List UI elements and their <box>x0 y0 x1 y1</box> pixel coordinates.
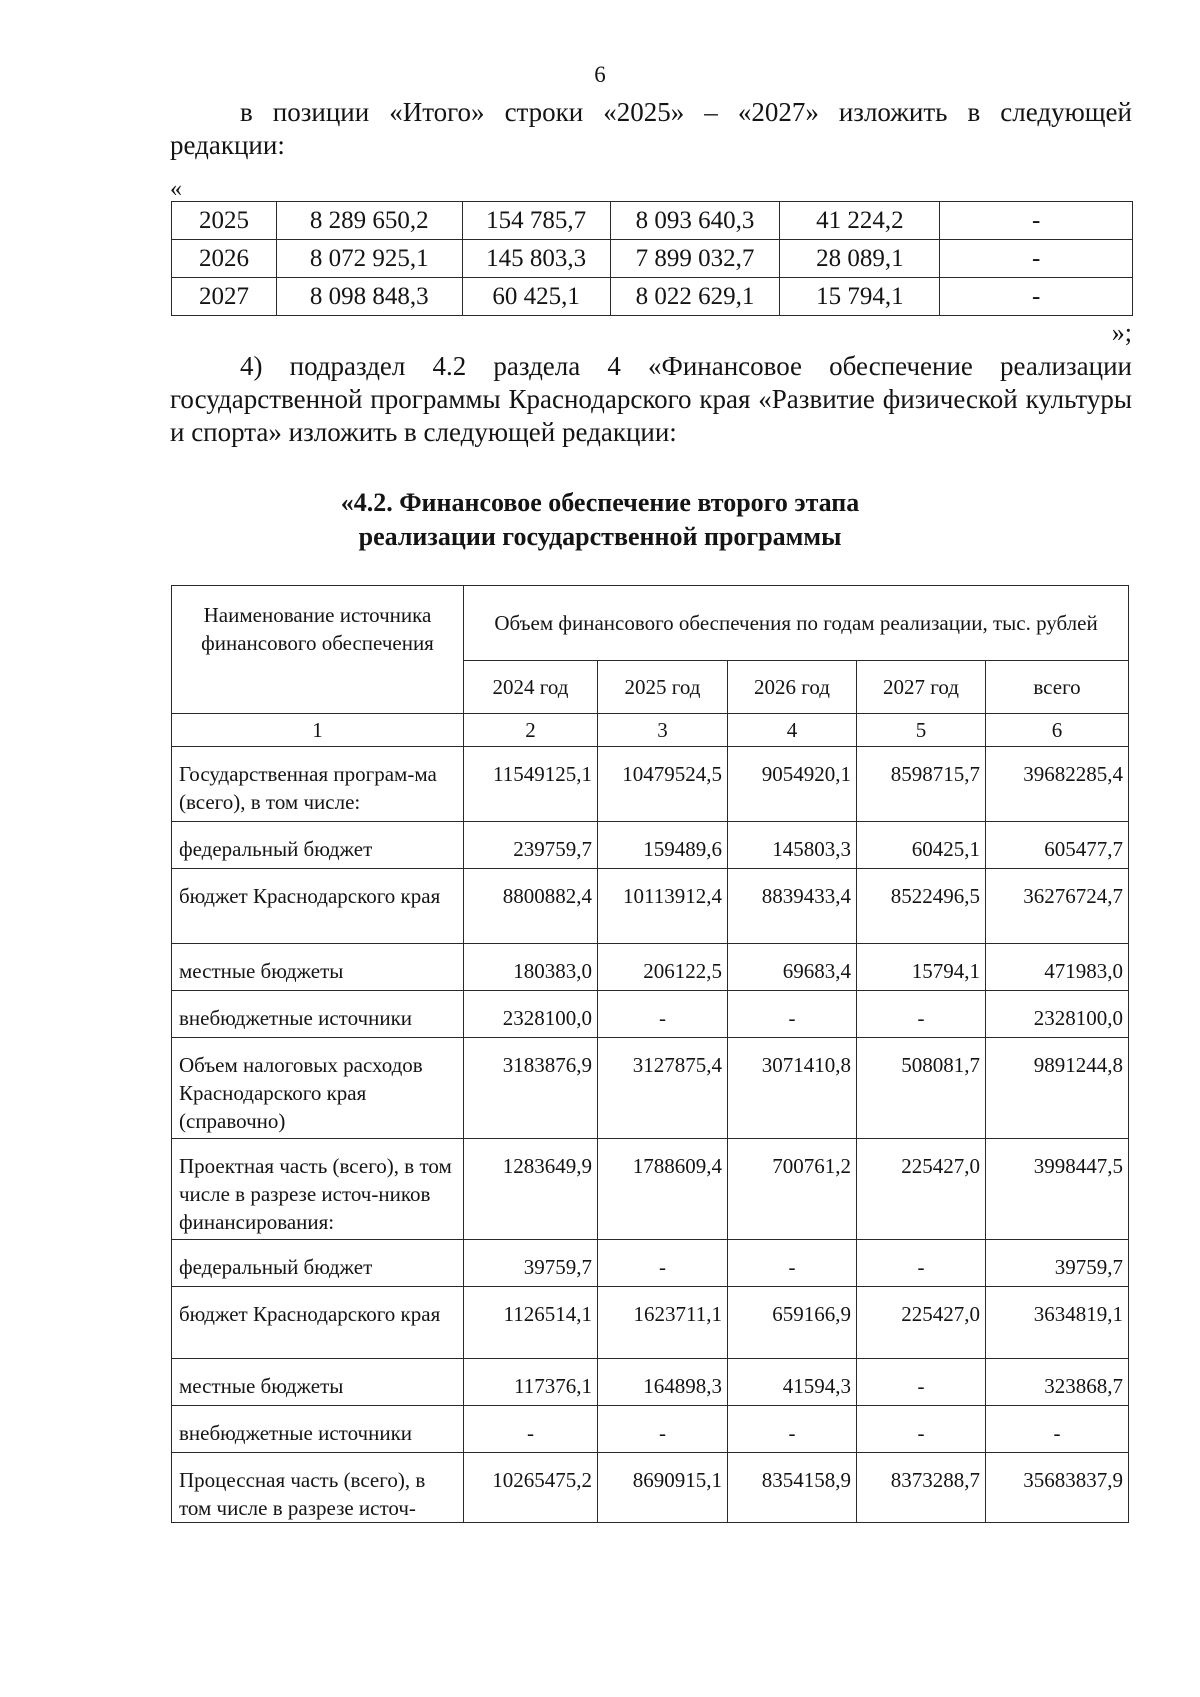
source-name: местные бюджеты <box>172 1359 464 1406</box>
value-cell: 11549125,1 <box>464 747 598 822</box>
source-name: местные бюджеты <box>172 944 464 991</box>
value-cell: 8598715,7 <box>857 747 986 822</box>
value-cell: 9891244,8 <box>986 1038 1129 1139</box>
value-cell: 225427,0 <box>857 1287 986 1359</box>
value-cell: 10113912,4 <box>598 869 728 944</box>
itogo-cell: 28 089,1 <box>780 240 940 278</box>
value-cell: 8800882,4 <box>464 869 598 944</box>
itogo-cell: 8 093 640,3 <box>610 202 780 240</box>
value-cell: 41594,3 <box>728 1359 857 1406</box>
year-header: 2027 год <box>857 661 986 714</box>
source-name: Объем налоговых расходов Краснодарского края (справочно) <box>172 1038 464 1139</box>
value-cell: 159489,6 <box>598 822 728 869</box>
value-cell: - <box>598 1406 728 1453</box>
finance-row <box>172 1139 1129 1240</box>
value-cell: 225427,0 <box>857 1139 986 1240</box>
column-number: 6 <box>986 714 1129 747</box>
itogo-cell: 41 224,2 <box>780 202 940 240</box>
value-cell: 10265475,2 <box>464 1453 598 1523</box>
finance-row <box>172 747 1129 822</box>
finance-row <box>172 1406 1129 1453</box>
finance-row <box>172 1287 1129 1359</box>
column-number: 4 <box>728 714 857 747</box>
itogo-cell: - <box>940 240 1133 278</box>
column-number: 2 <box>464 714 598 747</box>
value-cell: 8354158,9 <box>728 1453 857 1523</box>
value-cell: - <box>464 1406 598 1453</box>
value-cell: 3127875,4 <box>598 1038 728 1139</box>
year-header: 2026 год <box>728 661 857 714</box>
section-heading-line-2: реализации государственной программы <box>358 522 842 551</box>
section-heading-line-1: «4.2. Финансовое обеспечение второго этапа <box>340 488 860 517</box>
itogo-cell: 8 022 629,1 <box>610 278 780 316</box>
itogo-cell: 154 785,7 <box>462 202 610 240</box>
value-cell: 700761,2 <box>728 1139 857 1240</box>
value-cell: 39682285,4 <box>986 747 1129 822</box>
value-cell: 8522496,5 <box>857 869 986 944</box>
paragraph-4-text: 4) подраздел 4.2 раздела 4 «Финансовое обеспечение реализации государственной программы Краснодарского края «Развитие физической культуры и спорта» изложить в следующей редакции: <box>170 351 1132 447</box>
paragraph-4 <box>170 350 1132 449</box>
value-cell: 2328100,0 <box>464 991 598 1038</box>
value-cell: 10479524,5 <box>598 747 728 822</box>
itogo-row <box>172 202 1133 240</box>
itogo-cell: 2027 <box>172 278 277 316</box>
value-cell: 206122,5 <box>598 944 728 991</box>
value-cell: 1788609,4 <box>598 1139 728 1240</box>
year-header: 2024 год <box>464 661 598 714</box>
section-heading <box>0 486 1200 554</box>
value-cell: 39759,7 <box>464 1240 598 1287</box>
value-cell: 3998447,5 <box>986 1139 1129 1240</box>
quote-close-mark: »; <box>1111 318 1132 347</box>
value-cell: 60425,1 <box>857 822 986 869</box>
value-cell: 15794,1 <box>857 944 986 991</box>
page-number: 6 <box>594 62 606 87</box>
itogo-row <box>172 240 1133 278</box>
column-number: 3 <box>598 714 728 747</box>
value-cell: - <box>728 1240 857 1287</box>
finance-row <box>172 869 1129 944</box>
itogo-cell: - <box>940 202 1133 240</box>
value-cell: 164898,3 <box>598 1359 728 1406</box>
header-source: Наименование источника финансового обеспечения <box>172 586 464 714</box>
year-header: всего <box>986 661 1129 714</box>
value-cell: 39759,7 <box>986 1240 1129 1287</box>
value-cell: 8839433,4 <box>728 869 857 944</box>
source-name: федеральный бюджет <box>172 1240 464 1287</box>
year-header: 2025 год <box>598 661 728 714</box>
value-cell: 2328100,0 <box>986 991 1129 1038</box>
value-cell: 180383,0 <box>464 944 598 991</box>
itogo-cell: - <box>940 278 1133 316</box>
value-cell: 3071410,8 <box>728 1038 857 1139</box>
value-cell: 145803,3 <box>728 822 857 869</box>
intro-text: в позиции «Итого» строки «2025» – «2027» изложить в следующей редакции: <box>170 97 1132 160</box>
value-cell: 239759,7 <box>464 822 598 869</box>
source-name: Государственная програм-ма (всего), в том числе: <box>172 747 464 822</box>
finance-row <box>172 944 1129 991</box>
itogo-cell: 8 098 848,3 <box>276 278 462 316</box>
itogo-table <box>171 201 1133 316</box>
value-cell: 471983,0 <box>986 944 1129 991</box>
source-name: внебюджетные источники <box>172 1406 464 1453</box>
itogo-cell: 2025 <box>172 202 277 240</box>
value-cell: - <box>857 1240 986 1287</box>
value-cell: 3634819,1 <box>986 1287 1129 1359</box>
value-cell: 659166,9 <box>728 1287 857 1359</box>
header-volume: Объем финансового обеспечения по годам реализации, тыс. рублей <box>464 586 1129 661</box>
value-cell: 1623711,1 <box>598 1287 728 1359</box>
column-number: 5 <box>857 714 986 747</box>
source-name: бюджет Краснодарского края <box>172 869 464 944</box>
itogo-cell: 2026 <box>172 240 277 278</box>
value-cell: - <box>986 1406 1129 1453</box>
value-cell: 35683837,9 <box>986 1453 1129 1523</box>
value-cell: 1126514,1 <box>464 1287 598 1359</box>
intro-paragraph <box>170 96 1132 162</box>
itogo-row <box>172 278 1133 316</box>
itogo-cell: 60 425,1 <box>462 278 610 316</box>
column-number: 1 <box>172 714 464 747</box>
value-cell: - <box>598 1240 728 1287</box>
value-cell: - <box>857 991 986 1038</box>
value-cell: 323868,7 <box>986 1359 1129 1406</box>
source-name: внебюджетные источники <box>172 991 464 1038</box>
value-cell: 508081,7 <box>857 1038 986 1139</box>
source-name: бюджет Краснодарского края <box>172 1287 464 1359</box>
value-cell: 36276724,7 <box>986 869 1129 944</box>
finance-row <box>172 1038 1129 1139</box>
value-cell: - <box>857 1359 986 1406</box>
value-cell: 8373288,7 <box>857 1453 986 1523</box>
itogo-cell: 8 289 650,2 <box>276 202 462 240</box>
finance-row <box>172 1240 1129 1287</box>
value-cell: - <box>598 991 728 1038</box>
itogo-cell: 7 899 032,7 <box>610 240 780 278</box>
value-cell: 1283649,9 <box>464 1139 598 1240</box>
finance-row <box>172 822 1129 869</box>
finance-row <box>172 1453 1129 1523</box>
quote-open-mark: « <box>170 176 182 202</box>
source-name: Проектная часть (всего), в том числе в разрезе источ-ников финансирования: <box>172 1139 464 1240</box>
value-cell: 605477,7 <box>986 822 1129 869</box>
value-cell: 9054920,1 <box>728 747 857 822</box>
value-cell: 69683,4 <box>728 944 857 991</box>
value-cell: - <box>857 1406 986 1453</box>
source-name: федеральный бюджет <box>172 822 464 869</box>
value-cell: - <box>728 1406 857 1453</box>
value-cell: 117376,1 <box>464 1359 598 1406</box>
source-name: Процессная часть (всего), в том числе в разрезе источ- <box>172 1453 464 1523</box>
value-cell: 8690915,1 <box>598 1453 728 1523</box>
finance-row <box>172 1359 1129 1406</box>
itogo-cell: 8 072 925,1 <box>276 240 462 278</box>
itogo-cell: 15 794,1 <box>780 278 940 316</box>
finance-table <box>171 585 1129 1523</box>
value-cell: - <box>728 991 857 1038</box>
value-cell: 3183876,9 <box>464 1038 598 1139</box>
finance-row <box>172 991 1129 1038</box>
itogo-cell: 145 803,3 <box>462 240 610 278</box>
